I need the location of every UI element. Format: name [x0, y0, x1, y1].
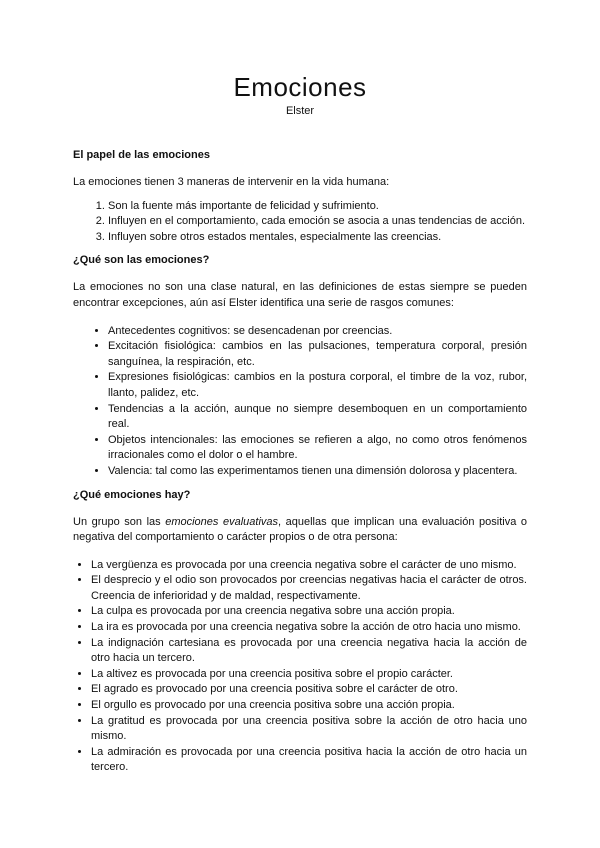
- list-item: • La vergüenza es provocada por una creencia negativa sobre el carácter de uno mismo.: [91, 558, 527, 574]
- intro-text-end: , aquellas que implican una evaluación positiva o negativa del comportamiento o carácter propios o de otra persona:: [73, 515, 527, 544]
- section-intro-papel: La emociones tienen 3 maneras de intervenir en la vida humana:: [73, 176, 390, 188]
- list-item: • Valencia: tal como las experimentamos tienen una dimensión dolorosa y placentera.: [108, 464, 527, 480]
- section-heading-que-son: ¿Qué son las emociones?: [73, 254, 210, 267]
- intro-emphasis: emociones evaluativas: [165, 515, 279, 528]
- list-item: • La indignación cartesiana es provocada por una creencia negativa hacia la acción de otro hacia un tercero.: [91, 636, 527, 667]
- bullet-list-rasgos: [73, 324, 527, 480]
- list-item: • Excitación fisiológica: cambios en las pulsaciones, temperatura corporal, presión sanguínea, la respiración, etc.: [108, 339, 527, 370]
- list-item: • La culpa es provocada por una creencia negativa sobre una acción propia.: [91, 604, 527, 620]
- list-item: 2. Influyen en el comportamiento, cada emoción se asocia a unas tendencias de acción.: [108, 214, 527, 230]
- list-item: • Antecedentes cognitivos: se desencadenan por creencias.: [108, 324, 527, 340]
- list-item: • El desprecio y el odio son provocados por creencias negativas hacia el carácter de otros. Creencia de inferioridad y de maldad, respectivamente.: [91, 573, 527, 604]
- numbered-list-papel: [73, 199, 527, 246]
- list-item: • La altivez es provocada por una creencia positiva sobre el propio carácter.: [91, 667, 527, 683]
- section-intro-que-son: La emociones no son una clase natural, en las definiciones de estas siempre se pueden encontrar excepciones, aún así Elster identifica una serie de rasgos comunes:: [73, 281, 527, 309]
- list-item: 3. Influyen sobre otros estados mentales, especialmente las creencias.: [108, 230, 527, 246]
- list-item: • El agrado es provocado por una creencia positiva sobre el carácter de otro.: [91, 682, 527, 698]
- section-heading-que-emociones: ¿Qué emociones hay?: [73, 488, 191, 501]
- section-intro-que-emociones: [73, 515, 527, 546]
- bullet-list-emociones: [73, 558, 527, 776]
- document-title: Emociones: [233, 72, 367, 102]
- list-item: • Objetos intencionales: las emociones se refieren a algo, no como otros fenómenos irracionales como el dolor o el hambre.: [108, 433, 527, 464]
- list-item: • La gratitud es provocada por una creencia positiva sobre la acción de otro hacia uno mismo.: [91, 714, 527, 745]
- list-item: • Tendencias a la acción, aunque no siempre desemboquen en un comportamiento real.: [108, 402, 527, 433]
- list-item: • El orgullo es provocado por una creencia positiva sobre una acción propia.: [91, 698, 527, 714]
- list-item: • La admiración es provocada por una creencia positiva hacia la acción de otro hacia un tercero.: [91, 745, 527, 776]
- intro-text-start: Un grupo son las: [73, 515, 166, 528]
- list-item: • Expresiones fisiológicas: cambios en la postura corporal, el timbre de la voz, rubor, llanto, palidez, etc.: [108, 370, 527, 401]
- document-author: Elster: [285, 105, 315, 117]
- list-item: • La ira es provocada por una creencia negativa sobre la acción de otro hacia uno mismo.: [91, 620, 527, 636]
- section-heading-papel: El papel de las emociones: [73, 149, 210, 161]
- list-item: 1. Son la fuente más importante de felicidad y sufrimiento.: [108, 199, 527, 215]
